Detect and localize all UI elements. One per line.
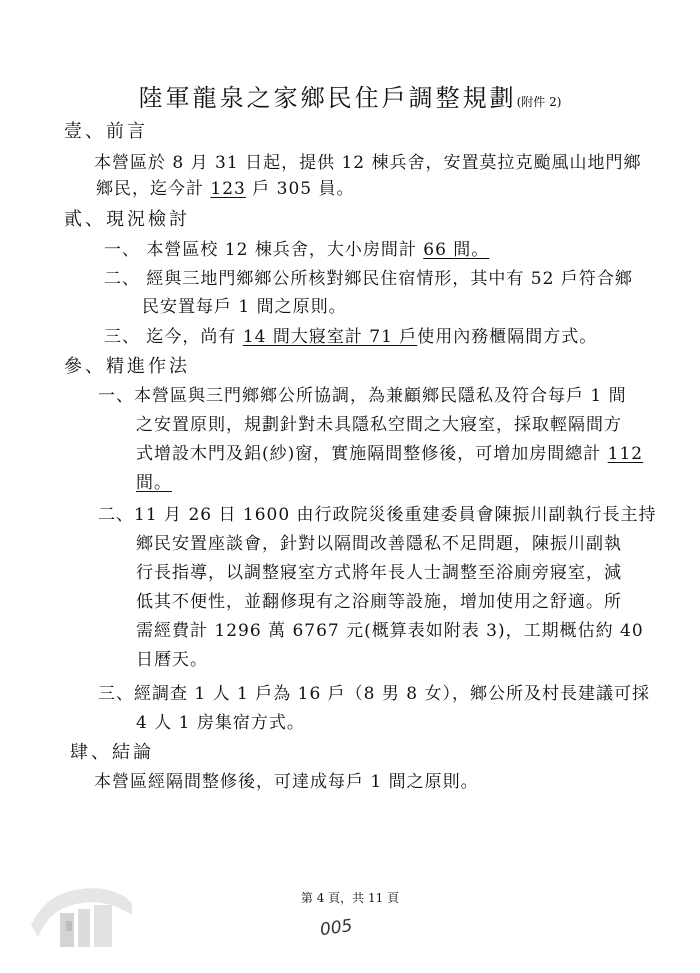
section-2-item-1 bbox=[104, 235, 489, 260]
underlined-count: 123 bbox=[210, 179, 246, 199]
section-1-line-1: 本營區於 8 月 31 日起，提供 12 棟兵舍，安置莫拉克颱風山地門鄉 bbox=[94, 153, 642, 173]
text: 三、 迄今，尚有 bbox=[104, 327, 243, 347]
text: 使用內務櫃隔間方式。 bbox=[417, 327, 598, 347]
underlined-total: 112 bbox=[607, 444, 644, 464]
section-4-line-1: 本營區經隔間整修後，可達成每戶 1 間之原則。 bbox=[94, 772, 479, 792]
section-3-item-3-line-1: 三、經調查 1 人 1 戶為 16 戶（8 男 8 女），鄉公所及村長建議可採 bbox=[98, 684, 651, 704]
section-3-item-2-line-1: 二、11 月 26 日 1600 由行政院災後重建委員會陳振川副執行長主持 bbox=[98, 505, 657, 525]
text: 一、 本營區校 12 棟兵舍，大小房間計 bbox=[104, 240, 424, 260]
underlined-unit: 間。 bbox=[136, 473, 172, 493]
section-2-heading: 貳、現況檢討 bbox=[64, 209, 190, 230]
section-3-item-2-line-5: 需經費計 1296 萬 6767 元(概算表如附表 3)，工期概估約 40 bbox=[136, 621, 644, 641]
section-3-item-1-line-3 bbox=[136, 439, 643, 464]
section-4-heading: 肆、結論 bbox=[70, 742, 154, 763]
section-3-item-1-line-1: 一、本營區與三門鄉鄉公所協調，為兼顧鄉民隱私及符合每戶 1 間 bbox=[98, 386, 627, 406]
section-3-item-2-line-6: 日曆天。 bbox=[136, 650, 208, 670]
section-2-item-2-line-2: 民安置每戶 1 間之原則。 bbox=[142, 297, 347, 317]
text: 式增設木門及鋁(紗)窗，實施隔間整修後，可增加房間總計 bbox=[136, 444, 608, 464]
section-1-line-2 bbox=[96, 174, 355, 199]
handwritten-page-number: 005 bbox=[318, 915, 354, 941]
underlined-room-count: 66 間。 bbox=[423, 240, 490, 260]
section-3-item-2-line-4: 低其不便性，並翻修現有之浴廁等設施，增加使用之舒適。所 bbox=[136, 592, 622, 612]
section-1-heading: 壹、前言 bbox=[64, 121, 148, 142]
section-3-item-2-line-2: 鄉民安置座談會，針對以隔間改善隱私不足問題，陳振川副執 bbox=[136, 534, 622, 554]
title-text: 陸軍龍泉之家鄉民住戶調整規劃 bbox=[138, 84, 517, 112]
watermark-logo-icon bbox=[26, 875, 136, 955]
text: 鄉民，迄今計 bbox=[96, 179, 211, 199]
section-2-item-2-line-1: 二、 經與三地門鄉鄉公所核對鄉民住宿情形，其中有 52 戶符合鄉 bbox=[104, 269, 633, 289]
attachment-label: (附件 2) bbox=[516, 95, 562, 109]
page-footer: 第 4 頁，共 11 頁 bbox=[300, 891, 400, 905]
section-3-item-2-line-3: 行長指導，以調整寢室方式將年長人士調整至浴廁旁寢室，減 bbox=[136, 563, 622, 583]
document-title bbox=[0, 78, 700, 113]
section-3-item-1-line-4 bbox=[136, 468, 172, 493]
section-3-heading: 參、精進作法 bbox=[64, 356, 190, 377]
section-3-item-3-line-2: 4 人 1 房集宿方式。 bbox=[136, 713, 305, 733]
section-2-item-3 bbox=[104, 322, 597, 347]
section-3-item-1-line-2: 之安置原則，規劃針對未具隱私空間之大寢室，採取輕隔間方 bbox=[136, 415, 622, 435]
text: 戶 305 員。 bbox=[245, 179, 355, 199]
underlined-phrase: 14 間大寢室計 71 戶 bbox=[242, 327, 418, 347]
